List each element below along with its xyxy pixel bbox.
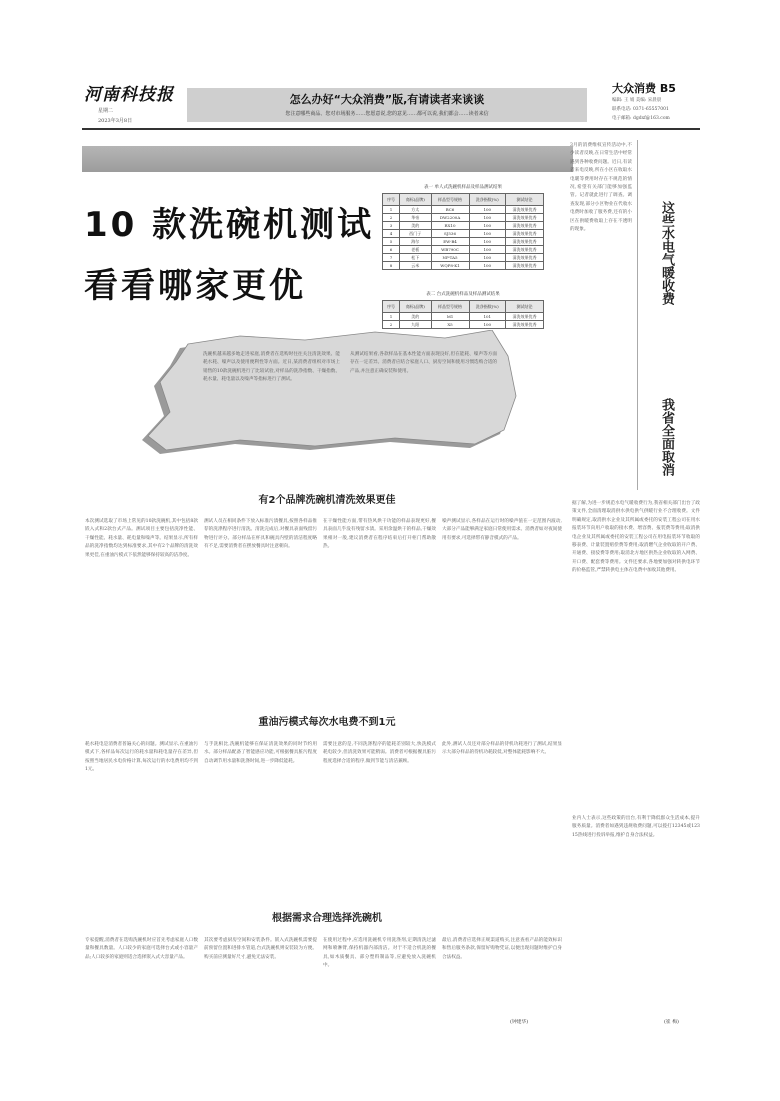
table-cell: 清洗效果优秀 — [506, 230, 544, 238]
table-header: 商标(品牌) — [400, 301, 432, 313]
table-cell: 清洗效果优秀 — [506, 222, 544, 230]
table-1-caption: 表一 单人式洗碗机样品及样品测试结果 — [424, 185, 502, 190]
issue-date: 2023年3月8日 — [98, 118, 133, 124]
section-1-col-2: 测试人员在相同条件下放入标准污渍餐具,按照各样品推荐的洗涤程序进行清洗。清洗完成后,对餐具表面残留污物进行评分。部分样品在杯具和碗具内壁的清洁程度略有不足,需要消费者在摆放餐具时注意朝向。 — [204, 519, 317, 550]
table-header: 洗净指数(%) — [469, 301, 506, 313]
table-cell: 100 — [469, 230, 506, 238]
table-header: 商标(品牌) — [400, 194, 432, 206]
table-header: 样品型号规格 — [431, 301, 469, 313]
table-cell: WB790C — [431, 246, 469, 254]
table-cell: 云米 — [400, 262, 432, 270]
table-cell: 清洗效果优秀 — [506, 238, 544, 246]
section-3-col-1: 专家提醒,消费者在选购洗碗机时应首先考虑家庭人口数量和餐具数量。人口较少的家庭可选择台式或小容量产品;人口较多的家庭则适合选择嵌入式大容量产品。 — [85, 938, 198, 960]
table-cell: 100 — [469, 246, 506, 254]
table-cell: 美的 — [400, 313, 432, 321]
table-2-caption: 表二 台式洗碗机样品及样品测试结果 — [426, 292, 500, 297]
banner-subtitle: 您注意哪些商品、您对市场服务……您愿意说,您的意见……都可以说,我们都会……读者来信 — [285, 111, 489, 117]
table-cell: 方太 — [400, 206, 432, 214]
table-cell: EW-B4 — [431, 238, 469, 246]
table-cell: 3 — [383, 222, 400, 230]
table-cell: RX10 — [431, 222, 469, 230]
table-cell: 美的 — [400, 222, 432, 230]
section-2-col-3: 需要注意的是,不同洗涤程序的能耗差别较大,快洗模式耗电较少,但清洗效果可能稍弱。消费者可根据餐具脏污程度选择合适的程序,做到节能与清洁兼顾。 — [323, 742, 436, 764]
table-cell: 100 — [469, 254, 506, 262]
table-row — [383, 206, 544, 214]
table-cell: SJ536 — [431, 230, 469, 238]
table-cell: 1 — [383, 206, 400, 214]
section-1-heading: 有2个品牌洗碗机清洗效果更佳 — [258, 495, 396, 506]
table-row — [383, 321, 544, 329]
table-header: 测试结论 — [506, 301, 544, 313]
section-2-col-4: 此外,测试人员还对部分样品的待机功耗进行了测试,结果显示大部分样品的待机功耗较低,对整体能耗影响不大。 — [442, 742, 562, 756]
right-headline-2: 我省全面取消 — [659, 398, 674, 476]
table-cell: 清洗效果优秀 — [506, 246, 544, 254]
table-cell: BC6 — [431, 206, 469, 214]
table-cell: 清洗效果优秀 — [506, 254, 544, 262]
table-row — [383, 238, 544, 246]
lead-paragraph-right: 从测试结果看,各款样品在基本性能方面表现良好,但在能耗、噪声等方面存在一定差异。消费者应结合家庭人口、厨房空间和使用习惯选购合适的产品,并注意正确安装和使用。 — [350, 352, 497, 374]
results-table-1 — [382, 193, 544, 270]
table-cell: 7 — [383, 254, 400, 262]
table-cell: 老板 — [400, 246, 432, 254]
editor-credit: 编辑: 王 娟 美编: 宋晨晨 — [612, 98, 662, 103]
contact-phone: 联系电话: 0371-65557001 — [612, 107, 669, 112]
right-divider — [637, 140, 638, 490]
table-cell: 海尔 — [400, 238, 432, 246]
results-table-2 — [382, 300, 544, 329]
table-header: 序号 — [383, 194, 400, 206]
table-row — [383, 230, 544, 238]
right-article-col-a: 3月的消费维权宣传活动中,不少读者反映,在日常生活中经常遇到各种收费问题。近日,有读者来电反映,所在小区在收取水电暖等费用时存在不规范的情况,希望有关部门能够加强监管。记者就此进行了调查。调查发现,部分小区物业在代收水电费时加收了服务费,还有的小区在供暖费收取上存在不透明的现象。 — [570, 143, 632, 233]
table-row — [383, 254, 544, 262]
issue-weekday: 星期二 — [98, 108, 114, 114]
section-2-heading: 重油污模式每次水电费不到1元 — [258, 717, 396, 728]
table-cell: 清洗效果优秀 — [506, 321, 544, 329]
headline-line-2: 看看哪家更优 — [84, 266, 306, 306]
page-section-label: 大众消费 B5 — [612, 82, 676, 95]
table-cell: WQP8-K1 — [431, 262, 469, 270]
table-row — [383, 214, 544, 222]
table-cell: 101 — [469, 313, 506, 321]
table-cell: 5 — [383, 238, 400, 246]
table-cell: 100 — [469, 262, 506, 270]
contact-email: 电子邮箱: dgdxf@163.com — [612, 116, 670, 121]
section-1-col-4: 噪声测试显示,各样品在运行时的噪声值在一定范围内波动,大部分产品能够满足家庭日常使用需求。消费者如对夜间使用有要求,可选择带有静音模式的产品。 — [442, 519, 562, 541]
right-article-col-c: 业内人士表示,这些政策的出台,有利于降低群众生活成本,提升服务质量。消费者如遇到违规收费问题,可以拨打12345或12315热线进行投诉举报,维护自身合法权益。 — [572, 816, 700, 838]
table-header: 洗净指数(%) — [469, 194, 506, 206]
table-cell: 清洗效果优秀 — [506, 313, 544, 321]
table-cell: 100 — [469, 222, 506, 230]
table-cell: 松下 — [400, 254, 432, 262]
table-cell: 4 — [383, 230, 400, 238]
section-3-col-3: 在使用过程中,应选用洗碗机专用洗涤剂,定期清洗过滤网和喷淋臂,保持机器内部清洁。对于不适合机洗的餐具,如木质餐具、部分塑料制品等,应避免放入洗碗机中。 — [323, 938, 436, 969]
section-3-col-4: 最后,消费者应选择正规渠道购买,注意查看产品的能效标识和售后服务条款,保留好购物凭证,以便出现问题时维护自身合法权益。 — [442, 938, 562, 960]
table-row — [383, 262, 544, 270]
table-header: 测试结论 — [506, 194, 544, 206]
table-cell: 100 — [469, 238, 506, 246]
table-cell: 九阳 — [400, 321, 432, 329]
table-cell: 华帝 — [400, 214, 432, 222]
masthead: 河南科技报 — [84, 85, 174, 105]
table-cell: 8 — [383, 262, 400, 270]
section-2-col-2: 与手洗相比,洗碗机能够在保证清洗效果的同时节约用水。部分样品配备了智能感应功能,可根据餐具脏污程度自动调节用水量和洗涤时间,进一步降低能耗。 — [204, 742, 317, 764]
section-3-col-2: 其次要考虑厨房空间和安装条件。嵌入式洗碗机需要提前预留位置和进排水管道,台式洗碗机则安装较为方便。购买前应测量好尺寸,避免无法安装。 — [204, 938, 317, 960]
right-headline-1: 这些水电气暖收费 — [659, 201, 674, 305]
right-article-author: (崔 梅) — [664, 1020, 679, 1025]
table-cell: X5 — [431, 321, 469, 329]
table-header: 序号 — [383, 301, 400, 313]
table-cell: 2 — [383, 214, 400, 222]
table-cell: 清洗效果优秀 — [506, 262, 544, 270]
section-1-col-3: 在干燥性能方面,带有热风烘干功能的样品表现更好,餐具表面几乎没有残留水渍。采用余温烘干的样品,干燥效果相对一般,建议消费者在程序结束后打开柜门帮助散热。 — [323, 519, 436, 550]
right-article-col-b: 据了解,为进一步规范水电气暖收费行为,我省相关部门出台了政策文件,全面清理取消供水供电供气供暖行业不合理收费。文件明确规定,取消供水企业及其所属或委托的安装工程公司在用水报装环节向用户收取的接水费、增容费、报装费等费用;取消供电企业及其所属或委托的安装工程公司在用电报装环节收取的移表费、计量装置赔偿费等费用;取消燃气企业收取的开户费、开通费、接驳费等费用;取消北方地区供热企业收取的入网费、开口费、配套费等费用。文件还要求,各地要加强对转供电环节的价格监管,严禁转供电主体在电费中加收其他费用。 — [572, 501, 700, 574]
table-cell: 西门子 — [400, 230, 432, 238]
section-3-author: (钟建华) — [510, 1020, 529, 1025]
table-header: 样品型号规格 — [431, 194, 469, 206]
table-cell: 100 — [469, 321, 506, 329]
banner-title: 怎么办好“大众消费”版,有请读者来谈谈 — [289, 93, 485, 106]
table-cell: 2 — [383, 321, 400, 329]
section-1-col-1: 本次测试选取了市场上常见的10款洗碗机,其中包括8款嵌入式和2款台式产品。测试项目主要包括洗净性能、干燥性能、耗水量、耗电量和噪声等。结果显示,所有样品的洗净指数均达到标准要求,其中有2个品牌的清洗效果更佳,在重油污模式下依然能够保持较高的洁净度。 — [85, 519, 198, 558]
table-cell: 清洗效果优秀 — [506, 206, 544, 214]
table-row — [383, 222, 544, 230]
table-row — [383, 246, 544, 254]
table-cell: 1 — [383, 313, 400, 321]
table-cell: NP-TA5 — [431, 254, 469, 262]
section-2-col-1: 耗水耗电是消费者普遍关心的问题。测试显示,在重油污模式下,各样品每次运行的耗水量和耗电量存在差异,但按照当地居民水电价格计算,每次运行的水电费用均不到1元。 — [85, 742, 198, 773]
table-cell: 6 — [383, 246, 400, 254]
table-cell: 100 — [469, 214, 506, 222]
lead-paragraph-left: 洗碗机越来越多地走进家庭,消费者在选购时往往关注清洗效果、能耗水耗、噪声以及使用便利性等方面。近日,某消费者组织对市场上销售的10款洗碗机进行了比较试验,对样品的洗净指数、干燥指数、耗水量、耗电量以及噪声等指标进行了测试。 — [203, 352, 340, 383]
table-cell: 100 — [469, 206, 506, 214]
table-cell: 清洗效果优秀 — [506, 214, 544, 222]
table-cell: M1 — [431, 313, 469, 321]
section-3-heading: 根据需求合理选择洗碗机 — [272, 913, 382, 924]
headline-line-1: 10 款洗碗机测试 — [84, 205, 375, 245]
table-row — [383, 313, 544, 321]
headline-band — [82, 146, 573, 172]
header-divider — [82, 128, 700, 130]
table-cell: DW2200A — [431, 214, 469, 222]
